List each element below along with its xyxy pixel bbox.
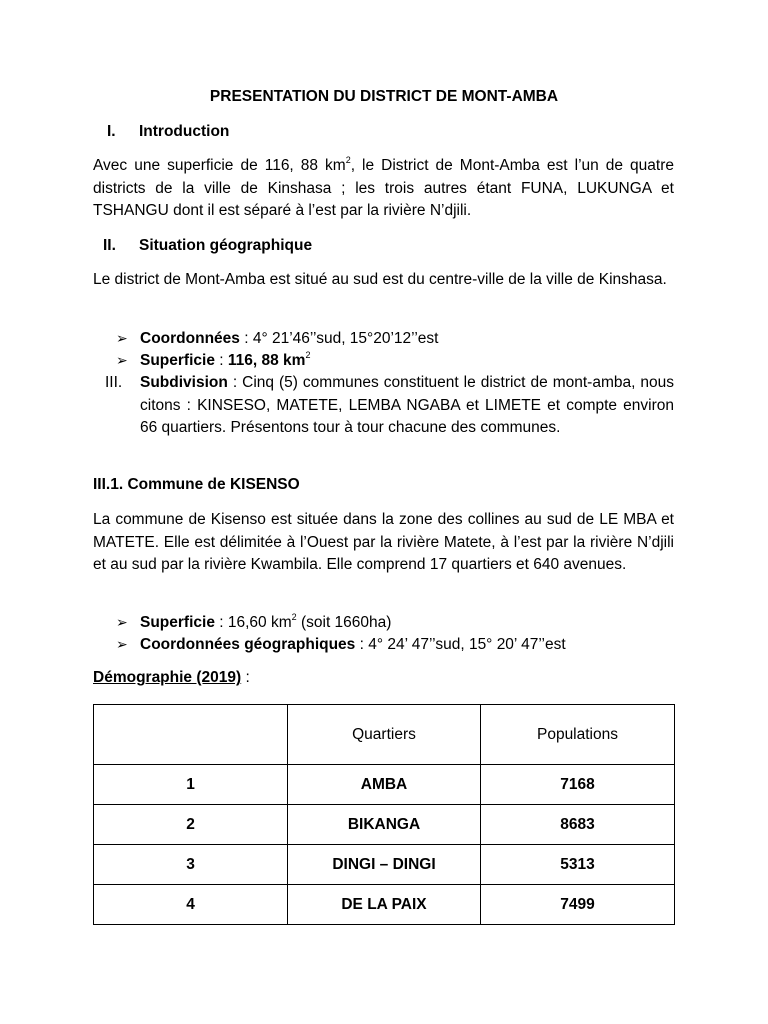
table-cell: 2 — [94, 805, 288, 845]
section-number: II. — [103, 237, 116, 254]
table-cell: BIKANGA — [288, 805, 481, 845]
superscript: 2 — [305, 350, 311, 360]
situation-paragraph: Le district de Mont-Amba est situé au sud est du centre-ville de la ville de Kinshasa. — [93, 271, 667, 288]
arrow-bullet-icon: ➢ — [116, 614, 128, 630]
subdivision-paragraph — [140, 372, 674, 440]
demographie-suffix: : — [241, 669, 250, 686]
section-heading-text: Situation géographique — [139, 237, 313, 254]
arrow-bullet-icon: ➢ — [116, 352, 128, 368]
table-cell: 4 — [94, 885, 288, 925]
bullet-value-suffix: (soit 1660ha) — [296, 614, 392, 631]
bullet-kisenso-superficie — [116, 611, 391, 634]
paragraph-text: Avec une superficie de 116, 88 km — [93, 157, 346, 174]
section-number: I. — [107, 123, 116, 140]
table-header-row — [94, 705, 675, 765]
bullet-label: Coordonnées — [140, 330, 240, 347]
section-heading-situation — [103, 237, 463, 257]
bullet-coordonnees — [116, 327, 438, 350]
bullet-value: : 16,60 km — [214, 614, 292, 631]
demographie-label: Démographie (2019) — [93, 669, 242, 686]
bullet-label: Superficie — [140, 352, 215, 369]
arrow-bullet-icon: ➢ — [116, 330, 128, 346]
bullet-label: Superficie — [140, 614, 215, 631]
section-heading-text: Introduction — [139, 123, 230, 140]
bullet-superficie — [116, 349, 310, 372]
introduction-paragraph — [93, 155, 674, 223]
kisenso-heading-text: III.1. Commune de KISENSO — [93, 476, 300, 493]
table-cell: 7499 — [481, 885, 675, 925]
table-row — [94, 805, 675, 845]
table-header-cell: Quartiers — [288, 705, 481, 765]
section-number-subdivision: III. — [105, 374, 123, 391]
bullet-kisenso-coordonnees — [116, 633, 566, 656]
section-heading-introduction — [107, 123, 407, 143]
bullet-value: : 4° 21’46’’sud, 15°20’12’’est — [239, 330, 439, 347]
table-cell: 1 — [94, 765, 288, 805]
arrow-bullet-icon: ➢ — [116, 636, 128, 652]
table-cell: 8683 — [481, 805, 675, 845]
bullet-value: 116, 88 km — [227, 352, 306, 369]
bullet-value: : 4° 24’ 47’’sud, 15° 20’ 47’’est — [355, 636, 566, 653]
table-row — [94, 765, 675, 805]
superscript: 2 — [345, 155, 351, 165]
table-cell: DE LA PAIX — [288, 885, 481, 925]
subdivision-text: : Cinq (5) communes constituent le district de mont-amba, nous citons : KINSESO, MATETE, LEMBA NGABA et LIMETE et compte environ 66 quartiers. Présentons tour à tour chacune des communes. — [140, 374, 674, 436]
table-cell: DINGI – DINGI — [288, 845, 481, 885]
bullet-separator: : — [214, 352, 228, 369]
superscript: 2 — [291, 612, 297, 622]
kisenso-paragraph: La commune de Kisenso est située dans la zone des collines au sud de LE MBA et MATETE. Elle est délimitée à l’Ouest par la rivière Matete, à l’est par la rivière N’djili et au sud par la rivière Kwambila. Elle comprend 17 quartiers et 640 avenues. — [93, 511, 674, 573]
table-row — [94, 885, 675, 925]
table-cell: AMBA — [288, 765, 481, 805]
paragraph-text: , le District de Mont-Amba est l’un de quatre districts de la ville de Kinshasa ; les trois autres étant FUNA, LUKUNGA et TSHANGU dont il est séparé à l’est par la rivière N’djili. — [93, 157, 675, 219]
table-row — [94, 845, 675, 885]
table-header-cell — [94, 705, 288, 765]
subdivision-label: Subdivision — [140, 374, 228, 391]
table-cell: 3 — [94, 845, 288, 885]
table-cell: 5313 — [481, 845, 675, 885]
table-header-cell: Populations — [481, 705, 675, 765]
kisenso-heading — [93, 476, 493, 496]
page-title: PRESENTATION DU DISTRICT DE MONT-AMBA — [209, 88, 559, 105]
demographie-table — [93, 704, 675, 925]
bullet-label: Coordonnées géographiques — [140, 636, 356, 653]
table-cell: 7168 — [481, 765, 675, 805]
demographie-caption — [93, 669, 250, 687]
